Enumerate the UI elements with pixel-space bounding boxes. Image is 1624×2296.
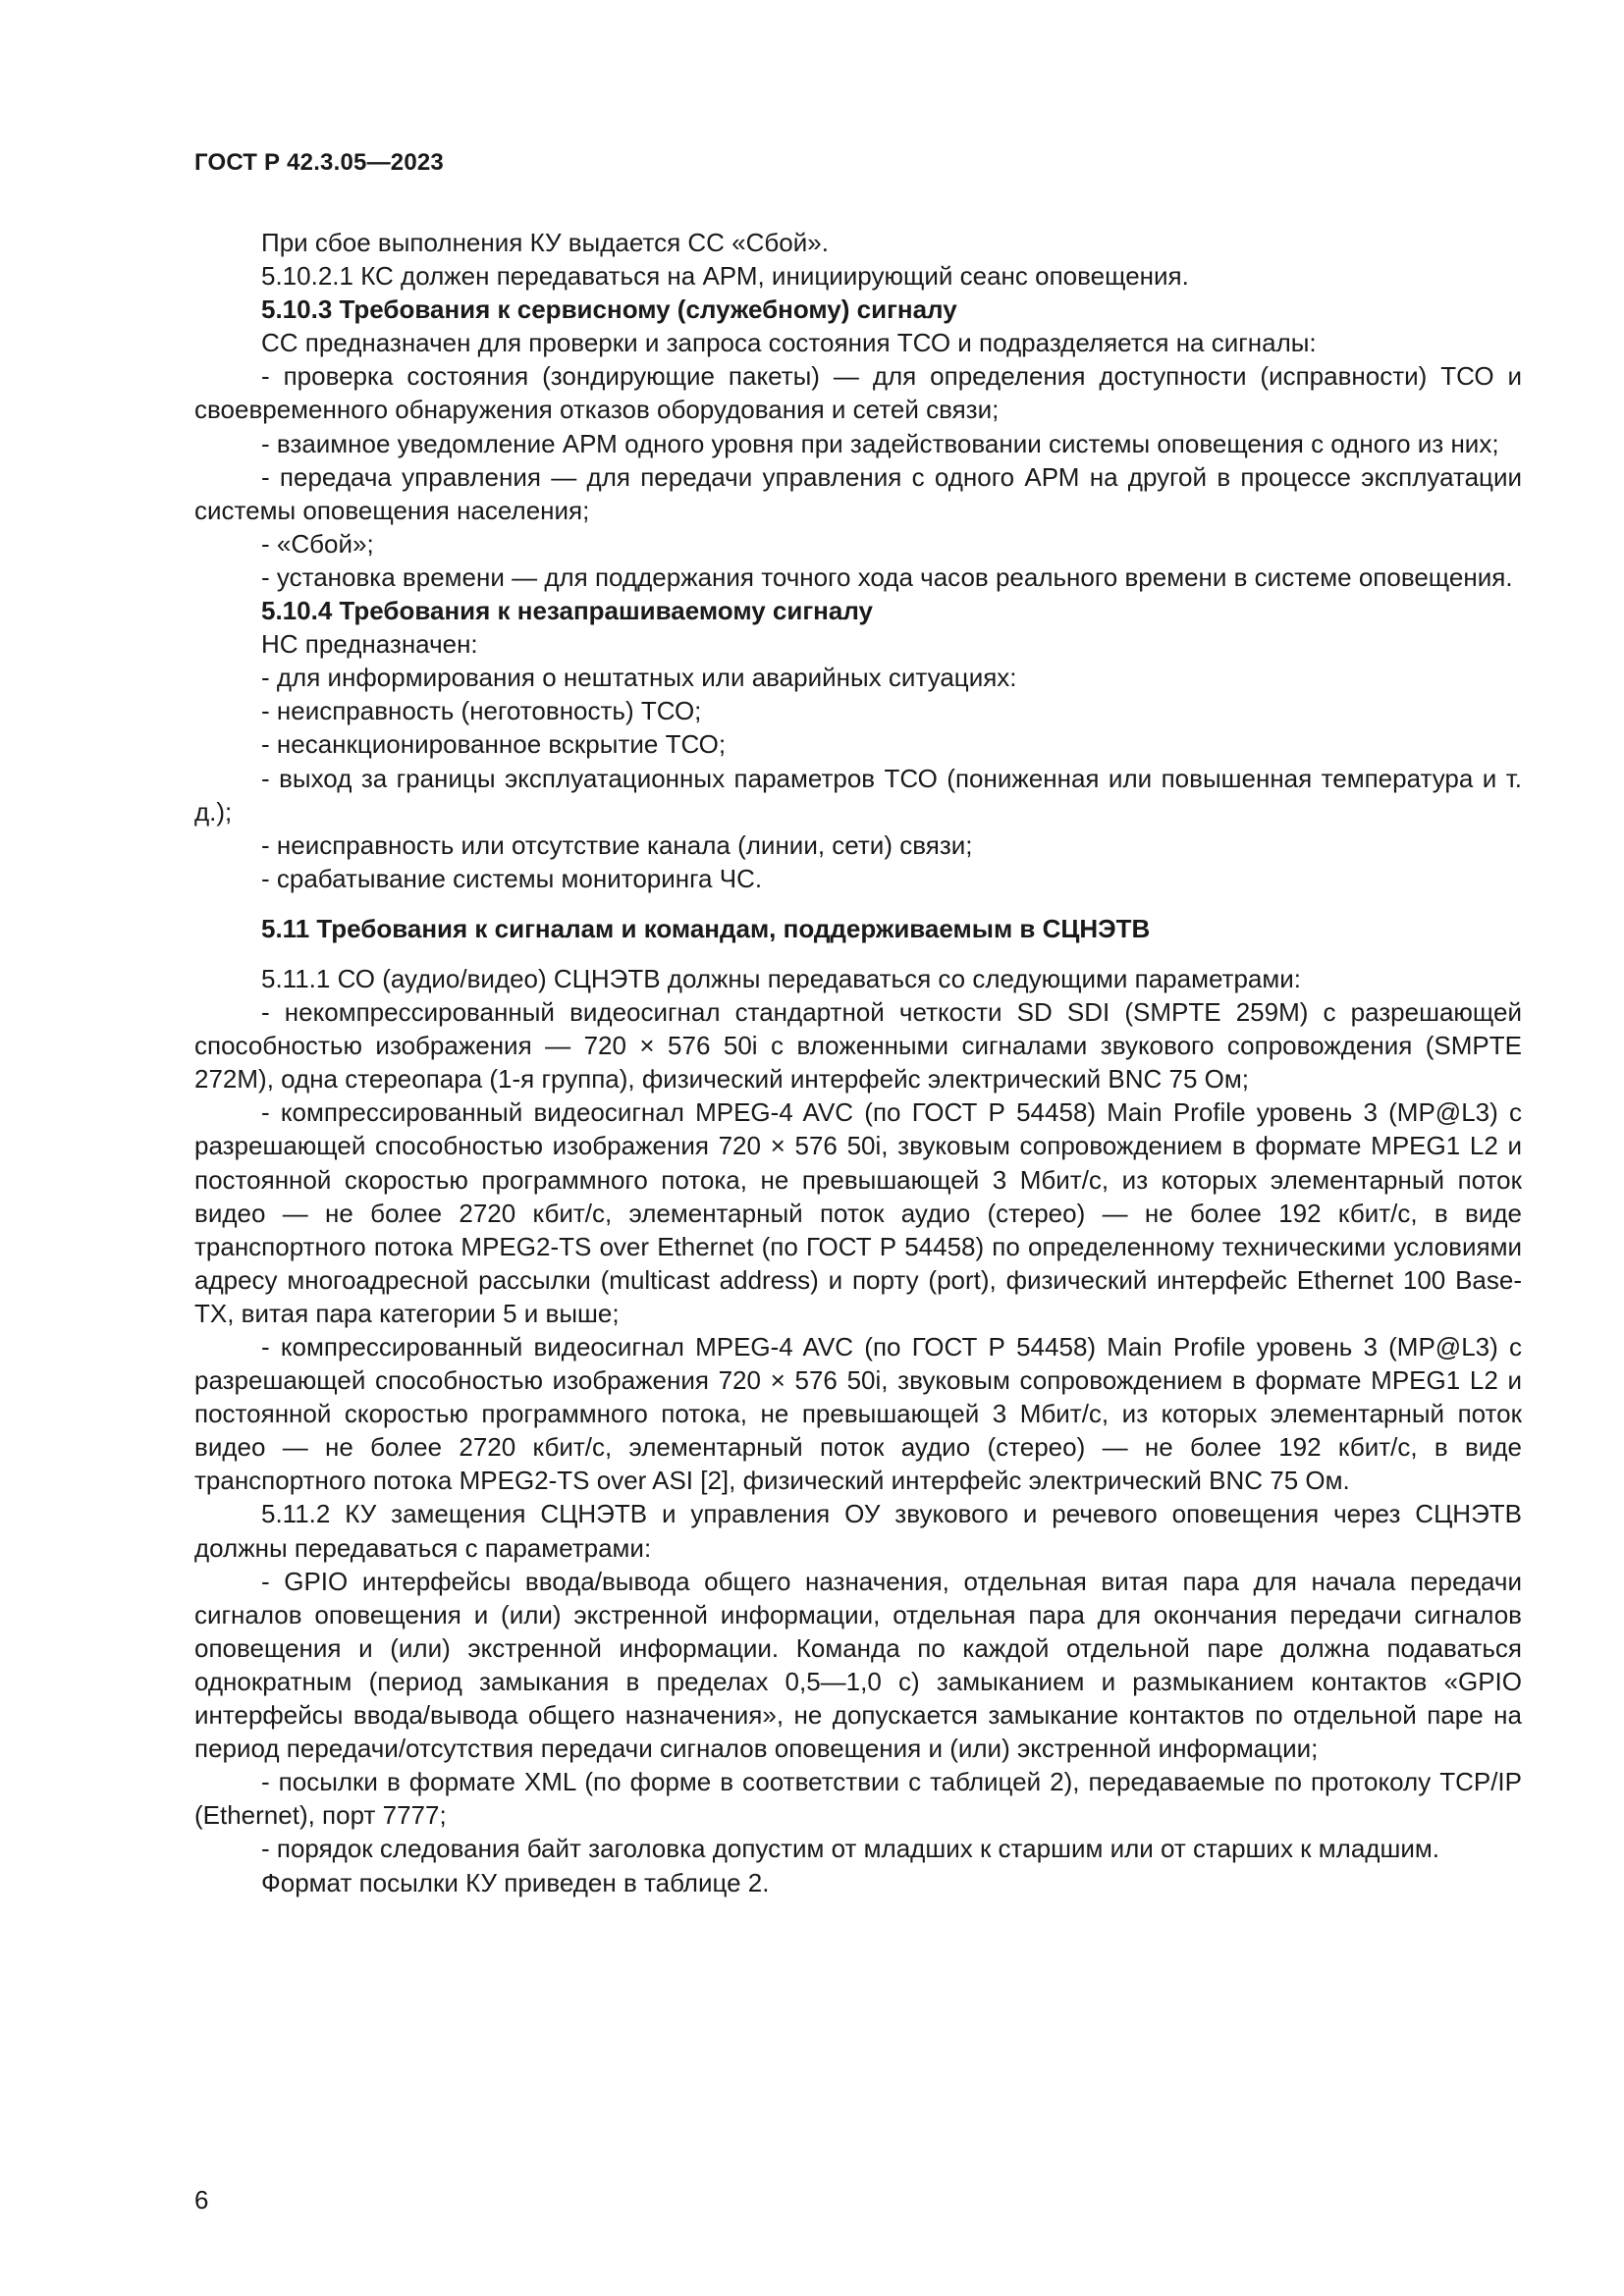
list-item: - передача управления — для передачи управления с одного АРМ на другой в процессе эксплуатации системы оповещения населения; <box>194 461 1522 525</box>
list-item: - проверка состояния (зондирующие пакеты) — для определения доступности (исправности) ТСО и своевременного обнаружения отказов оборудования и сетей связи; <box>194 361 1522 425</box>
subsection-heading: 5.10.4 Требования к незапрашиваемому сигналу <box>261 596 873 626</box>
list-item: - взаимное уведомление АРМ одного уровня при задействовании системы оповещения с одного из них; <box>261 428 1499 458</box>
list-item: - компрессированный видеосигнал MPEG-4 AVC (по ГОСТ Р 54458) Main Profile уровень 3 (MP@L3) с разрешающей способностью изображения 720 × 576 50i, звуковым сопровождением в формате MPEG1 L2 и постоянной скоростью программного потока, не превышающей 3 Мбит/с, из которых элементарный поток видео — не более 2720 кбит/с, элементарный поток аудио (стерео) — не более 192 кбит/с, в виде транспортного потока MPEG2-TS over Ethernet (по ГОСТ Р 54458) по определенному техническими условиями адресу многоадресной рассылки (multicast address) и порту (port), физический интерфейс Ethernet 100 Base-TX, витая пара категории 5 и выше; <box>194 1097 1522 1328</box>
list-item: - посылки в формате XML (по форме в соответствии с таблицей 2), передаваемые по протоколу TCP/IP (Ethernet), порт 7777; <box>194 1767 1522 1831</box>
list-item: - компрессированный видеосигнал MPEG-4 AVC (по ГОСТ Р 54458) Main Profile уровень 3 (MP@L3) с разрешающей способностью изображения 720 × 576 50i, звуковым сопровождением в формате MPEG1 L2 и постоянной скоростью программного потока, не превышающей 3 Мбит/с, из которых элементарный поток видео — не более 2720 кбит/с, элементарный поток аудио (стерео) — не более 192 кбит/с, в виде транспортного потока MPEG2-TS over ASI [2], физический интерфейс электрический BNC 75 Ом. <box>194 1332 1522 1496</box>
subsection-heading: 5.10.3 Требования к сервисному (служебному) сигналу <box>261 294 957 325</box>
list-item: - GPIO интерфейсы ввода/вывода общего назначения, отдельная витая пара для начала передачи сигналов оповещения и (или) экстренной информации, отдельная пара для окончания передачи сигналов оповещения и (или) экстренной информации. Команда по каждой отдельной паре должна подаваться однократным (период замыкания в пределах 0,5—1,0 с) замыканием и размыканием контактов «GPIO интерфейсы ввода/вывода общего назначения», не допускается замыкание контактов по отдельной паре на период передачи/отсутствия передачи сигналов оповещения и (или) экстренной информации; <box>194 1566 1522 1764</box>
paragraph: Формат посылки КУ приведен в таблице 2. <box>261 1867 770 1897</box>
list-item: - выход за границы эксплуатационных параметров ТСО (пониженная или повышенная температура и т. д.); <box>194 763 1522 827</box>
list-item: - установка времени — для поддержания точного хода часов реального времени в системе оповещения. <box>261 561 1513 592</box>
paragraph: При сбое выполнения КУ выдается СС «Сбой». <box>261 228 829 257</box>
list-item: - несанкционированное вскрытие ТСО; <box>261 729 727 760</box>
paragraph: 5.11.2 КУ замещения СЦНЭТВ и управления ОУ звукового и речевого оповещения через СЦНЭТВ должны передаваться с параметрами: <box>194 1499 1522 1563</box>
paragraph: 5.11.1 СО (аудио/видео) СЦНЭТВ должны передаваться со следующими параметрами: <box>261 963 1302 993</box>
list-item: - «Сбой»; <box>261 528 374 559</box>
paragraph: 5.10.2.1 КС должен передаваться на АРМ, инициирующий сеанс оповещения. <box>261 261 1189 292</box>
list-item: - неисправность или отсутствие канала (линии, сети) связи; <box>261 829 973 860</box>
list-item: - порядок следования байт заголовка допустим от младших к старшим или от старших к младшим. <box>261 1834 1439 1864</box>
paragraph: НС предназначен: <box>261 629 478 660</box>
section-heading: 5.11 Требования к сигналам и командам, поддерживаемым в СЦНЭТВ <box>261 913 1151 943</box>
list-item: - некомпрессированный видеосигнал стандартной четкости SD SDI (SMPTE 259M) с разрешающей способностью изображения — 720 × 576 50i с вложенными сигналами звукового сопровождения (SMPTE 272M), одна стереопара (1-я группа), физический интерфейс электрический BNC 75 Ом; <box>194 997 1522 1095</box>
page-number: 6 <box>194 2185 209 2215</box>
list-item: - для информирования о нештатных или аварийных ситуациях: <box>261 663 1017 693</box>
paragraph: СС предназначен для проверки и запроса состояния ТСО и подразделяется на сигналы: <box>261 328 1317 358</box>
document-header: ГОСТ Р 42.3.05—2023 <box>194 149 444 176</box>
document-body <box>194 226 1522 1899</box>
list-item: - неисправность (неготовность) ТСО; <box>261 696 702 726</box>
list-item: - срабатывание системы мониторинга ЧС. <box>261 863 763 893</box>
